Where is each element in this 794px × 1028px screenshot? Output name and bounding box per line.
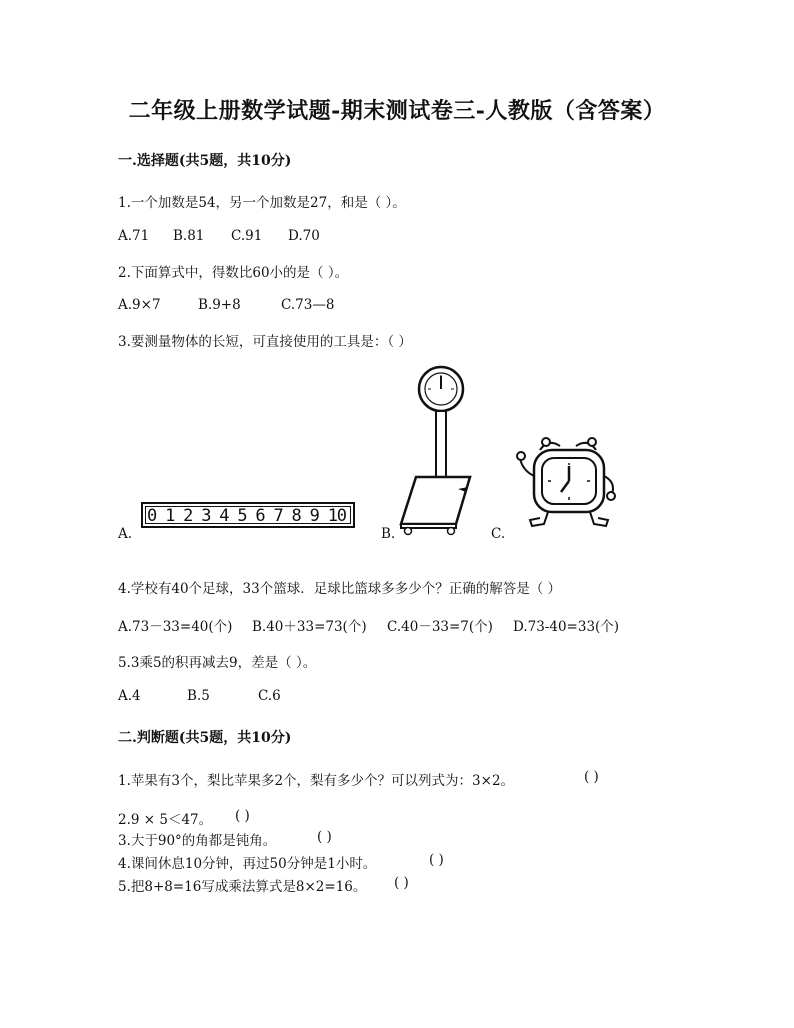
judgement-bracket-3: ( ): [317, 829, 332, 845]
judgement-bracket-1: ( ): [584, 769, 599, 785]
judgement-item-2: 2.9 × 5＜47。: [118, 812, 213, 828]
q4-option-a: A.73－33=40(个): [118, 619, 233, 635]
q1-option-c: C.91: [231, 228, 263, 244]
judgement-item-4: 4.课间休息10分钟，再过50分钟是1小时。: [118, 856, 377, 872]
q1-option-b: B.81: [173, 228, 205, 244]
page-title: 二年级上册数学试题-期末测试卷三-人教版（含答案）: [128, 98, 666, 124]
judgement-item-5: 5.把8+8=16写成乘法算式是8×2=16。: [118, 879, 367, 895]
ruler-digits: 0 1 2 3 4 5 6 7 8 9 10: [147, 506, 346, 526]
judgement-item-1: 1.苹果有3个，梨比苹果多2个，梨有多少个？可以列式为：3×2。: [118, 773, 515, 789]
q5-option-a: A.4: [118, 688, 141, 704]
section-heading-judgement: 二.判断题(共5题，共10分): [118, 730, 292, 746]
judgement-bracket-2: ( ): [235, 808, 250, 824]
ruler-icon: [141, 502, 355, 528]
q4-option-d: D.73-40=33(个): [513, 619, 620, 635]
question-2: 2.下面算式中，得数比60小的是（ ）。: [118, 265, 349, 281]
q3-option-c: C.: [491, 526, 506, 542]
q1-option-a: A.71: [118, 228, 150, 244]
question-5: 5.3乘5的积再减去9，差是（ ）。: [118, 655, 317, 671]
question-4: 4.学校有40个足球，33个篮球．足球比篮球多多少个？正确的解答是（ ）: [118, 581, 562, 597]
section-heading-choice: 一.选择题(共5题，共10分): [118, 153, 292, 169]
judgement-item-3: 3.大于90°的角都是钝角。: [118, 833, 277, 849]
judgement-bracket-4: ( ): [429, 852, 444, 868]
alarm-clock-icon: [514, 436, 624, 532]
q3-option-a: A.: [118, 526, 133, 542]
question-3: 3.要测量物体的长短，可直接使用的工具是：（ ）: [118, 334, 412, 350]
q5-option-c: C.6: [258, 688, 281, 704]
judgement-bracket-5: ( ): [394, 875, 409, 891]
scale-icon: [398, 364, 478, 536]
q4-option-c: C.40－33=7(个): [387, 619, 493, 635]
q2-option-a: A.9×7: [118, 297, 161, 313]
q5-option-b: B.5: [187, 688, 210, 704]
q3-option-b: B.: [381, 526, 396, 542]
q1-option-d: D.70: [288, 228, 320, 244]
q2-option-b: B.9+8: [198, 297, 241, 313]
question-1: 1.一个加数是54，另一个加数是27，和是（ ）。: [118, 195, 406, 211]
q2-option-c: C.73—8: [281, 297, 335, 313]
q4-option-b: B.40＋33=73(个): [252, 619, 367, 635]
